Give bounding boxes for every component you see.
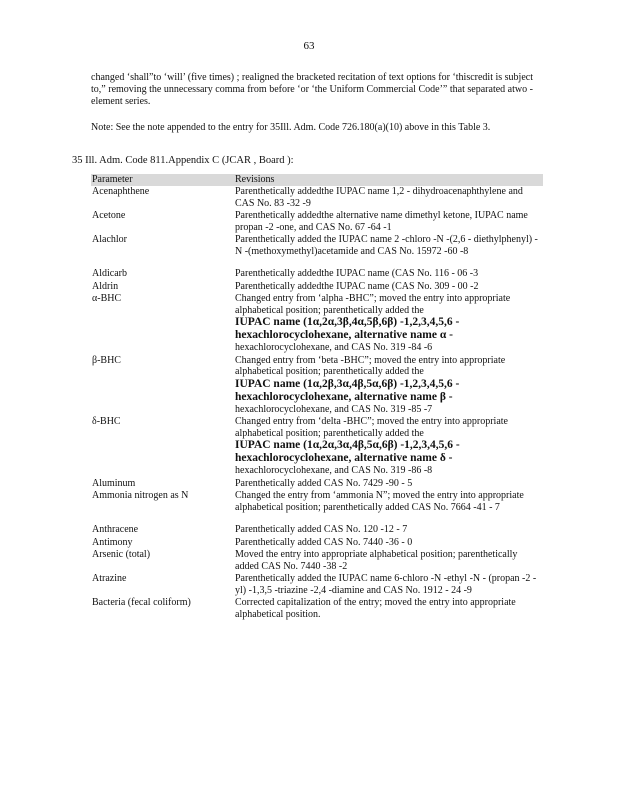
revisions-table: [91, 174, 543, 621]
iupac-name-text: IUPAC name (1α,2α,3β,4α,5β,6β) -1,2,3,4,5,6 - hexachlorocyclohexane, alternative name α -: [235, 316, 460, 341]
row-spacer: [91, 258, 543, 268]
parameter-cell: Alachlor: [92, 234, 127, 245]
table-row: [91, 416, 543, 478]
table-header-row: [91, 174, 543, 186]
parameter-cell: Aldrin: [92, 280, 119, 292]
revision-text: Changed entry from ‘alpha -BHC”; moved the entry into appropriate alphabetical position; parenthetically added the: [235, 293, 511, 316]
revision-text: Changed entry from ‘delta -BHC”; moved the entry into appropriate alphabetical position; parenthetically added the: [235, 416, 508, 439]
table-row: [91, 293, 543, 355]
revision-cell: Parenthetically added CAS No. 120 -12 - 7: [235, 524, 408, 535]
parameter-cell: Atrazine: [92, 573, 127, 584]
parameter-cell: Aluminum: [92, 477, 136, 489]
parameter-cell: δ-BHC: [92, 416, 121, 427]
revision-cell: Parenthetically added CAS No. 7429 -90 - 5: [235, 477, 413, 489]
header-revisions: Revisions: [234, 174, 543, 186]
parameter-cell: Ammonia nitrogen as N: [92, 490, 189, 501]
note-paragraph: Note: See the note appended to the entry for 35Ill. Adm. Code 726.180(a)(10) above in this Table 3.: [91, 122, 491, 133]
section-heading: 35 Ill. Adm. Code 811.Appendix C (JCAR , Board ):: [72, 155, 294, 166]
parameter-cell: Acetone: [92, 210, 126, 221]
parameter-cell: Antimony: [92, 536, 133, 548]
row-spacer: [91, 514, 543, 524]
parameter-cell: Anthracene: [92, 524, 139, 535]
table-row: [91, 524, 543, 537]
table-row: [91, 281, 543, 294]
revision-text: Changed entry from ‘beta -BHC”; moved the entry into appropriate alphabetical position; parenthetically added the: [235, 354, 506, 377]
parameter-cell: Acenaphthene: [92, 186, 150, 197]
revision-cell: Parenthetically addedthe IUPAC name 1,2 - dihydroacenaphthylene and CAS No. 83 -32 -9: [235, 186, 523, 209]
table-row: [91, 186, 543, 210]
table-row: [91, 597, 543, 621]
table-row: [91, 490, 543, 514]
parameter-cell: Arsenic (total): [92, 549, 151, 560]
revision-cell: Parenthetically added CAS No. 7440 -36 - 0: [235, 536, 413, 548]
iupac-name-text: IUPAC name (1α,2β,3α,4β,5α,6β) -1,2,3,4,5,6 - hexachlorocyclohexane, alternative name β -: [235, 377, 460, 403]
intro-paragraph: changed ‘shall”to ‘will’ (five times) ; realigned the bracketed recitation of text options for ‘thiscredit is subject to,” removing the unnecessary comma from before ‘or ‘the Uniform Commercial Code’” that separated atwo - element series.: [91, 72, 533, 107]
parameter-cell: Bacteria (fecal coliform): [92, 597, 191, 608]
revision-cell: Moved the entry into appropriate alphabetical position; parenthetically added CAS No. 7440 -38 -2: [235, 549, 518, 572]
revision-text: hexachlorocyclohexane, and CAS No. 319 -86 -8: [235, 465, 433, 476]
revision-cell: Parenthetically addedthe IUPAC name (CAS No. 309 - 00 -2: [235, 280, 479, 292]
iupac-name-text: IUPAC name (1α,2α,3α,4β,5α,6β) -1,2,3,4,5,6 - hexachlorocyclohexane, alternative name δ -: [235, 439, 460, 464]
table-row: [91, 537, 543, 550]
revision-text: hexachlorocyclohexane, and CAS No. 319 -84 -6: [235, 342, 433, 353]
revision-cell: [234, 355, 543, 417]
table-row: [91, 234, 543, 258]
page-number: 63: [303, 40, 315, 52]
revision-cell: Parenthetically addedthe alternative name dimethyl ketone, IUPAC name propan -2 -one, and CAS No. 67 -64 -1: [235, 210, 528, 233]
table-row: [91, 478, 543, 491]
table-row: [91, 573, 543, 597]
table-row: [91, 210, 543, 234]
parameter-cell: β-BHC: [92, 354, 121, 366]
revision-cell: Parenthetically added the IUPAC name 2 -chloro -N -(2,6 - diethylphenyl) -N -(methoxymethyl)acetamide and CAS No. 15972 -60 -8: [235, 234, 538, 257]
header-parameter: Parameter: [91, 174, 234, 186]
table-row: [91, 268, 543, 281]
parameter-cell: α-BHC: [92, 293, 122, 304]
revision-cell: [234, 293, 543, 355]
revision-text: hexachlorocyclohexane, and CAS No. 319 -85 -7: [235, 403, 433, 415]
parameter-cell: Aldicarb: [92, 268, 127, 279]
revision-cell: [234, 416, 543, 478]
revision-cell: Parenthetically addedthe IUPAC name (CAS No. 116 - 06 -3: [235, 268, 479, 279]
revision-cell: Changed the entry from ‘ammonia N”; moved the entry into appropriate alphabetical position; parenthetically added CAS No. 7664 -41 - 7: [235, 490, 524, 513]
table-row: [91, 355, 543, 417]
revision-cell: Corrected capitalization of the entry; moved the entry into appropriate alphabetical position.: [235, 597, 516, 620]
revision-cell: Parenthetically added the IUPAC name 6-chloro -N -ethyl -N - (propan -2 -yl) -1,3,5 -triazine -2,4 -diamine and CAS No. 1912 - 24 -9: [235, 573, 537, 596]
table-row: [91, 549, 543, 573]
